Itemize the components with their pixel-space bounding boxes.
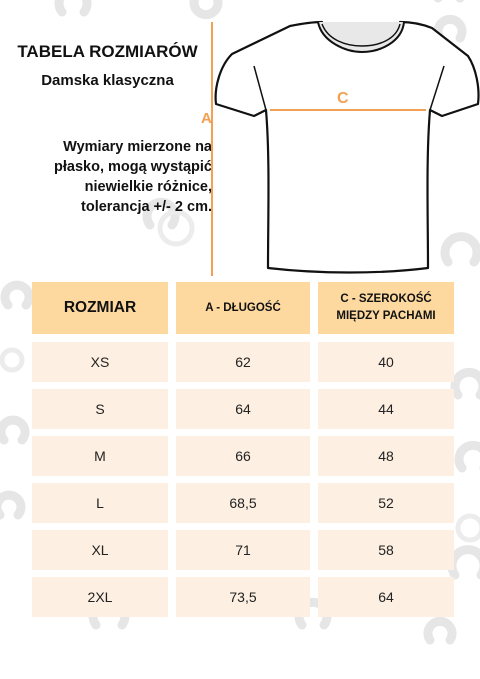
label-a: A xyxy=(201,110,212,127)
cell-size: M xyxy=(32,436,168,476)
cell-size: XL xyxy=(32,530,168,570)
cell-width: 44 xyxy=(318,389,454,429)
cell-length: 62 xyxy=(176,342,310,382)
cell-width: 58 xyxy=(318,530,454,570)
note-line: tolerancja +/- 2 cm. xyxy=(81,199,212,215)
label-c: C xyxy=(337,90,349,107)
page-subtitle: Damska klasyczna xyxy=(41,72,174,89)
tshirt-diagram xyxy=(210,18,480,280)
cell-size: 2XL xyxy=(32,577,168,617)
cell-length: 68,5 xyxy=(176,483,310,523)
header-length: A - DŁUGOŚĆ xyxy=(176,282,310,334)
cell-width: 64 xyxy=(318,577,454,617)
page-title: TABELA ROZMIARÓW xyxy=(17,42,198,61)
cell-width: 40 xyxy=(318,342,454,382)
header-size: ROZMIAR xyxy=(32,282,168,334)
tshirt-outline xyxy=(216,22,479,273)
cell-length: 64 xyxy=(176,389,310,429)
note-line: niewielkie różnice, xyxy=(84,179,212,195)
header-width-line2: MIĘDZY PACHAMI xyxy=(336,310,436,322)
cell-size: XS xyxy=(32,342,168,382)
note-line: Wymiary mierzone na xyxy=(63,139,212,155)
cell-length: 71 xyxy=(176,530,310,570)
header-width xyxy=(318,282,454,334)
note-line: płasko, mogą wystąpić xyxy=(54,159,212,175)
cell-size: S xyxy=(32,389,168,429)
cell-length: 73,5 xyxy=(176,577,310,617)
cell-size: L xyxy=(32,483,168,523)
header-width-line1: C - SZEROKOŚĆ xyxy=(340,293,432,305)
measurement-note xyxy=(4,137,212,217)
cell-width: 52 xyxy=(318,483,454,523)
cell-width: 48 xyxy=(318,436,454,476)
cell-length: 66 xyxy=(176,436,310,476)
